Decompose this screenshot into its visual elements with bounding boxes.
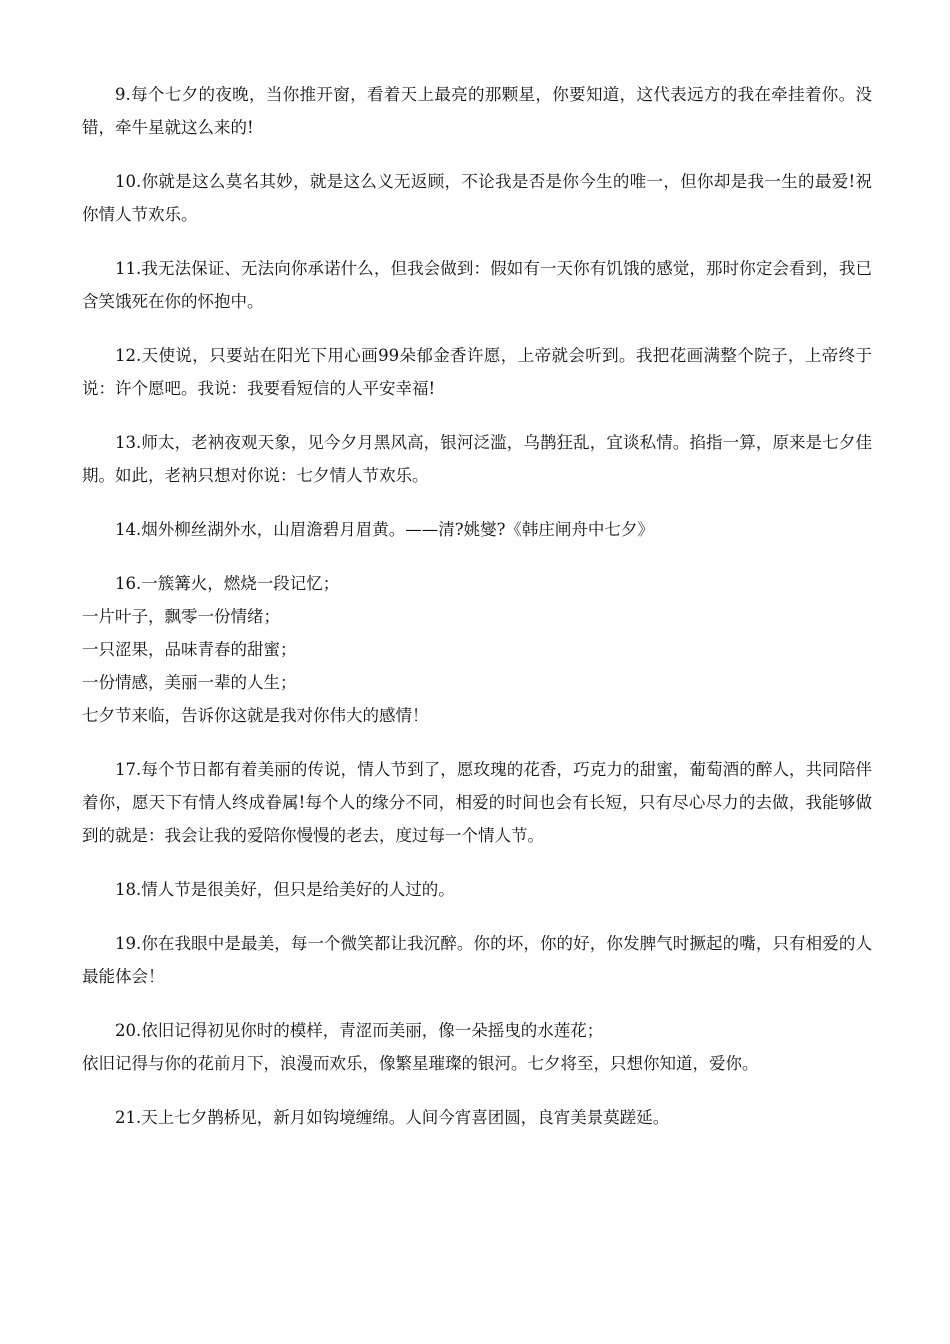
poem-16 (82, 567, 872, 732)
poem-20 (82, 1014, 872, 1080)
paragraph-19: 19.你在我眼中是最美，每一个微笑都让我沉醉。你的坏，你的好，你发脾气时撅起的嘴，只有相爱的人最能体会！ (82, 934, 872, 986)
paragraph-12: 12.天使说，只要站在阳光下用心画99朵郁金香许愿，上帝就会听到。我把花画满整个院子，上帝终于说：许个愿吧。我说：我要看短信的人平安幸福! (82, 346, 872, 398)
poem-20-line-1: 20.依旧记得初见你时的模样，青涩而美丽，像一朵摇曳的水莲花； (115, 1021, 604, 1040)
poem-16-line-3: 一只涩果，品味青春的甜蜜； (82, 640, 297, 659)
poem-16-line-2: 一片叶子，飘零一份情绪； (82, 607, 280, 626)
paragraph-21: 21.天上七夕鹊桥见，新月如钩境缠绵。人间今宵喜团圆，良宵美景莫蹉延。 (115, 1108, 670, 1127)
paragraph-9: 9.每个七夕的夜晚，当你推开窗，看着天上最亮的那颗星，你要知道，这代表远方的我在牵挂着你。没错，牵牛星就这么来的! (82, 85, 872, 137)
poem-16-line-1: 16.一簇篝火，燃烧一段记忆； (115, 574, 340, 593)
paragraph-10: 10.你就是这么莫名其妙，就是这么义无返顾，不论我是否是你今生的唯一，但你却是我一生的最爱!祝你情人节欢乐。 (82, 172, 872, 224)
poem-16-line-5: 七夕节来临，告诉你这就是我对你伟大的感情！ (82, 706, 429, 725)
poem-16-line-4: 一份情感，美丽一辈的人生； (82, 673, 297, 692)
document-body (82, 78, 872, 1155)
paragraph-17: 17.每个节日都有着美丽的传说，情人节到了，愿玫瑰的花香，巧克力的甜蜜，葡萄酒的醉人，共同陪伴着你，愿天下有情人终成眷属!每个人的缘分不同，相爱的时间也会有长短，只有尽心尽力的去做，我能够做到的就是：我会让我的爱陪你慢慢的老去，度过每一个情人节。 (82, 760, 872, 845)
paragraph-18: 18.情人节是很美好，但只是给美好的人过的。 (115, 880, 455, 899)
paragraph-11: 11.我无法保证、无法向你承诺什么，但我会做到：假如有一天你有饥饿的感觉，那时你定会看到，我已含笑饿死在你的怀抱中。 (82, 259, 872, 311)
paragraph-14: 14.烟外柳丝湖外水，山眉澹碧月眉黄。——清?姚燮?《韩庄闸舟中七夕》 (115, 520, 654, 539)
poem-20-line-2: 依旧记得与你的花前月下，浪漫而欢乐，像繁星璀璨的银河。七夕将至，只想你知道，爱你。 (82, 1054, 759, 1073)
paragraph-13: 13.师太，老衲夜观天象，见今夕月黑风高，银河泛滥，乌鹊狂乱，宜谈私情。掐指一算，原来是七夕佳期。如此，老衲只想对你说：七夕情人节欢乐。 (82, 433, 872, 485)
